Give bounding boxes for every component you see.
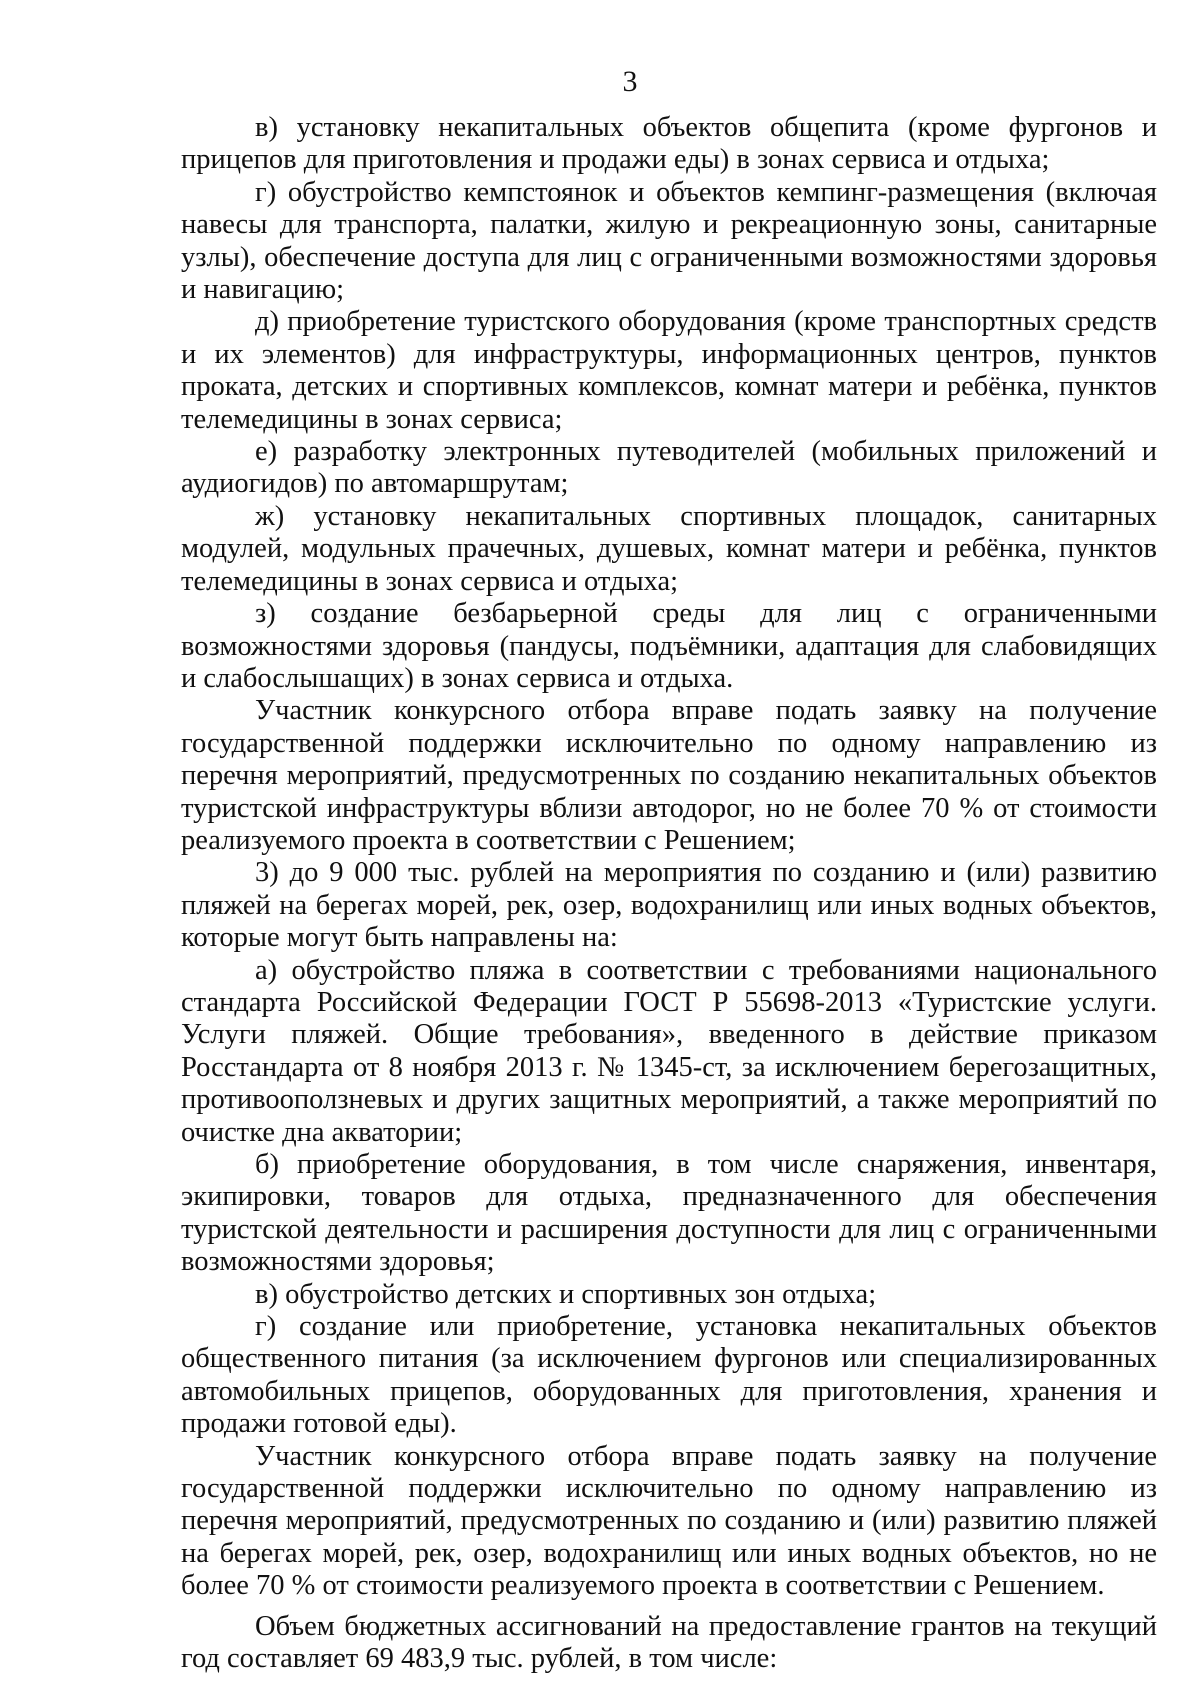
paragraph-budget-allocations: Объем бюджетных ассигнований на предоставление грантов на текущий год составляет 69 483,9 тыс. рублей, в том числе: xyxy=(181,1610,1157,1675)
paragraph-item-a-beach-arrangement: а) обустройство пляжа в соответствии с требованиями национального стандарта Российской Федерации ГОСТ Р 55698-2013 «Туристские услуги. Услуги пляжей. Общие требования», введенного в действие приказом Росстандарта от 8 ноября 2013 г. № 1345-ст, за исключением берегозащитных, противооползневых и других защитных мероприятий, а также мероприятий по очистке дна акватории; xyxy=(181,954,1157,1148)
paragraph-point-3-beaches: 3) до 9 000 тыс. рублей на мероприятия по созданию и (или) развитию пляжей на берегах морей, рек, озер, водохранилищ или иных водных объектов, которые могут быть направлены на: xyxy=(181,857,1157,954)
document-body xyxy=(181,112,1157,1676)
paragraph-item-v-recreation-zones: в) обустройство детских и спортивных зон отдыха; xyxy=(255,1278,877,1310)
paragraph-item-zh-sports-modules: ж) установку некапитальных спортивных площадок, санитарных модулей, модульных прачечных, душевых, комнат матери и ребёнка, пунктов телемедицины в зонах сервиса и отдыха; xyxy=(181,500,1157,597)
paragraph-item-e-guides: е) разработку электронных путеводителей (мобильных приложений и аудиогидов) по автомаршрутам; xyxy=(181,436,1157,500)
paragraph-participant-roadside: Участник конкурсного отбора вправе подать заявку на получение государственной поддержки исключительно по одному направлению из перечня мероприятий, предусмотренных по созданию некапитальных объектов туристской инфраструктуры вблизи автодорог, но не более 70 % от стоимости реализуемого проекта в соответствии с Решением; xyxy=(181,695,1157,856)
paragraph-item-v-catering: в) установку некапитальных объектов общепита (кроме фургонов и прицепов для приготовления и продажи еды) в зонах сервиса и отдыха; xyxy=(181,112,1157,176)
paragraph-participant-beaches: Участник конкурсного отбора вправе подать заявку на получение государственной поддержки исключительно по одному направлению из перечня мероприятий, предусмотренных по созданию и (или) развитию пляжей на берегах морей, рек, озер, водохранилищ или иных водных объектов, но не более 70 % от стоимости реализуемого проекта в соответствии с Решением. xyxy=(181,1440,1157,1602)
paragraph-item-g-food-objects: г) создание или приобретение, установка некапитальных объектов общественного питания (за исключением фургонов или специализированных автомобильных прицепов, оборудованных для приготовления, хранения и продажи готовой еды). xyxy=(181,1311,1157,1440)
paragraph-item-z-barrier-free: з) создание безбарьерной среды для лиц с ограниченными возможностями здоровья (пандусы, подъёмники, адаптация для слабовидящих и слабослышащих) в зонах сервиса и отдыха. xyxy=(181,598,1157,694)
page-number: 3 xyxy=(622,65,638,98)
paragraph-item-b-beach-equipment: б) приобретение оборудования, в том числе снаряжения, инвентаря, экипировки, товаров для отдыха, предназначенного для обеспечения туристской деятельности и расширения доступности для лиц с ограниченными возможностями здоровья; xyxy=(181,1149,1157,1278)
paragraph-item-g-campsites: г) обустройство кемпстоянок и объектов кемпинг-размещения (включая навесы для транспорта, палатки, жилую и рекреационную зоны, санитарные узлы), обеспечение доступа для лиц с ограниченными возможностями здоровья и навигацию; xyxy=(181,176,1157,306)
paragraph-item-d-equipment: д) приобретение туристского оборудования (кроме транспортных средств и их элементов) для инфраструктуры, информационных центров, пунктов проката, детских и спортивных комплексов, комнат матери и ребёнка, пунктов телемедицины в зонах сервиса; xyxy=(181,306,1157,435)
